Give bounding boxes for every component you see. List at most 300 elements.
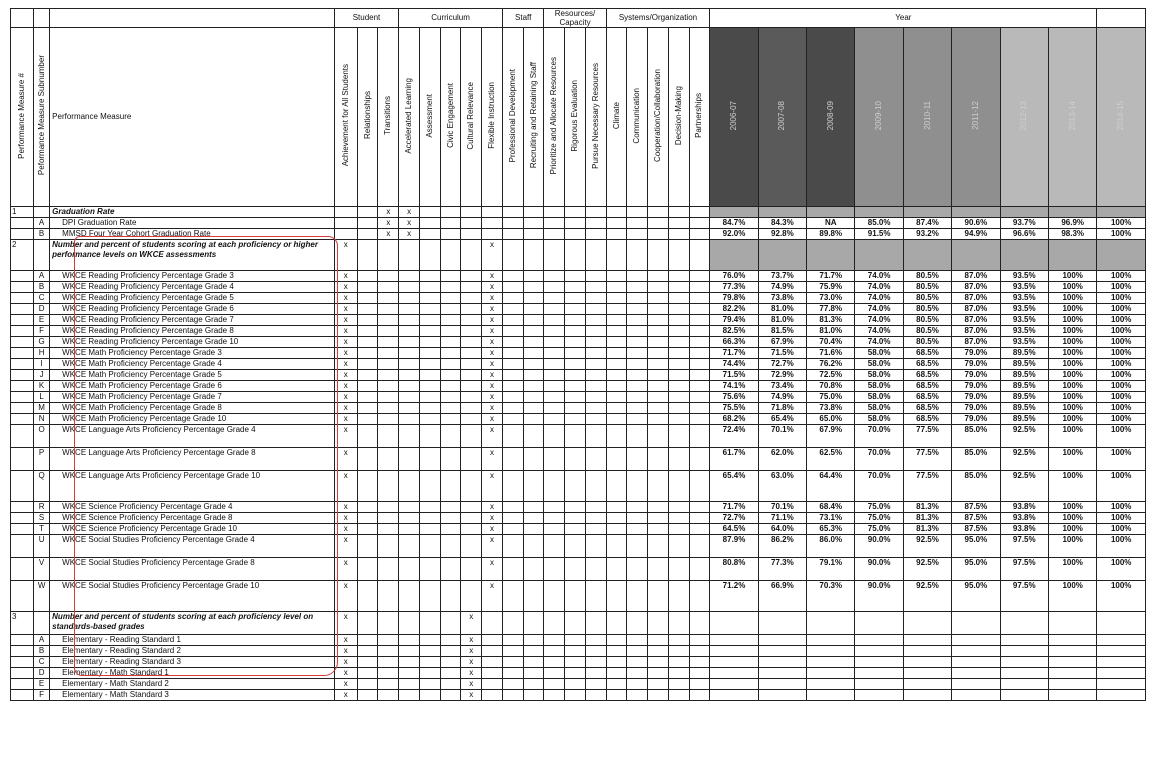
blank-cell <box>11 414 34 425</box>
year-value: 85.0% <box>952 425 1000 448</box>
mark-cell <box>585 502 606 513</box>
year-value: 81.3% <box>903 502 951 513</box>
mark-cell <box>565 304 586 315</box>
header-col-12-label: Pursue Necessary Resources <box>590 62 600 169</box>
blank-cell <box>34 9 50 28</box>
year-value: 100% <box>1097 414 1146 425</box>
mark-cell <box>544 657 565 668</box>
year-value: 87.0% <box>952 315 1000 326</box>
year-value: 68.5% <box>903 403 951 414</box>
year-cell <box>710 207 758 218</box>
mark-cell <box>399 414 420 425</box>
header-col-13-label: Climate <box>611 101 621 130</box>
mark-cell <box>648 612 669 635</box>
mark-cell <box>648 293 669 304</box>
year-value: 100% <box>1048 271 1096 282</box>
mark-cell <box>606 414 627 425</box>
subnumber: R <box>34 502 50 513</box>
mark-cell <box>502 403 523 414</box>
mark-cell <box>544 425 565 448</box>
year-value: 93.8% <box>1000 502 1048 513</box>
mark-cell <box>606 558 627 581</box>
mark-cell <box>689 240 710 271</box>
section-number: 1 <box>11 207 34 218</box>
mark-cell <box>585 271 606 282</box>
year-value: 71.1% <box>758 513 806 524</box>
measure-label: WKCE Reading Proficiency Percentage Grade 4 <box>50 282 335 293</box>
mark-cell <box>523 381 544 392</box>
mark-cell <box>606 392 627 403</box>
subnumber: F <box>34 326 50 337</box>
year-value: 93.8% <box>1000 524 1048 535</box>
mark-cell <box>378 326 399 337</box>
mark-cell <box>627 513 648 524</box>
mark-cell <box>606 315 627 326</box>
mark-cell <box>523 370 544 381</box>
year-value <box>710 668 758 679</box>
mark-cell <box>502 612 523 635</box>
year-value: 100% <box>1097 293 1146 304</box>
year-value: 100% <box>1097 370 1146 381</box>
year-cell <box>903 207 951 218</box>
mark-cell <box>419 612 440 635</box>
blank-cell <box>11 392 34 403</box>
year-value: 87.0% <box>952 271 1000 282</box>
mark-cell <box>565 502 586 513</box>
mark-cell <box>378 348 399 359</box>
table-row <box>11 304 1146 315</box>
measure-label: WKCE Science Proficiency Percentage Grade 4 <box>50 502 335 513</box>
measure-label: Elementary - Reading Standard 3 <box>50 657 335 668</box>
mark-cell <box>606 403 627 414</box>
year-value: 92.0% <box>710 229 758 240</box>
mark-cell: x <box>482 448 503 471</box>
mark-cell <box>668 558 689 581</box>
mark-cell <box>627 282 648 293</box>
mark-cell <box>399 271 420 282</box>
mark-cell <box>419 240 440 271</box>
mark-cell <box>523 657 544 668</box>
header-year-6 <box>1000 28 1048 207</box>
mark-cell: x <box>334 612 357 635</box>
mark-cell <box>606 471 627 502</box>
mark-cell <box>378 513 399 524</box>
mark-cell: x <box>482 348 503 359</box>
measure-label: WKCE Math Proficiency Percentage Grade 6 <box>50 381 335 392</box>
subnumber: D <box>34 304 50 315</box>
mark-cell <box>419 425 440 448</box>
mark-cell <box>565 271 586 282</box>
year-value: 74.9% <box>758 282 806 293</box>
mark-cell <box>419 271 440 282</box>
section-number: 2 <box>11 240 34 271</box>
mark-cell <box>585 293 606 304</box>
mark-cell <box>357 337 378 348</box>
year-value: 58.0% <box>855 370 903 381</box>
mark-cell <box>544 513 565 524</box>
mark-cell <box>378 315 399 326</box>
year-value <box>952 657 1000 668</box>
mark-cell: x <box>482 293 503 304</box>
year-value: 93.5% <box>1000 304 1048 315</box>
mark-cell <box>648 414 669 425</box>
subnumber: C <box>34 293 50 304</box>
year-value: 92.5% <box>903 581 951 612</box>
mark-cell <box>606 679 627 690</box>
mark-cell <box>648 513 669 524</box>
mark-cell <box>419 646 440 657</box>
mark-cell <box>523 513 544 524</box>
blank-cell <box>11 524 34 535</box>
mark-cell <box>606 668 627 679</box>
year-value <box>807 657 855 668</box>
year-value <box>855 657 903 668</box>
header-pm-number-label: Performance Measure # <box>17 72 27 159</box>
mark-cell <box>440 293 461 304</box>
mark-cell <box>419 471 440 502</box>
mark-cell <box>668 679 689 690</box>
year-value: 100% <box>1048 348 1096 359</box>
blank-cell <box>11 315 34 326</box>
year-value <box>1048 657 1096 668</box>
year-value: 77.3% <box>758 558 806 581</box>
mark-cell <box>627 315 648 326</box>
mark-cell <box>523 229 544 240</box>
mark-cell <box>668 448 689 471</box>
mark-cell: x <box>334 381 357 392</box>
header-col-2-label: Transitions <box>383 96 393 135</box>
mark-cell <box>627 690 648 701</box>
header-year-2-label: 2008-09 <box>825 100 835 131</box>
mark-cell <box>668 315 689 326</box>
header-year-0 <box>710 28 758 207</box>
section-title: Graduation Rate <box>50 207 335 218</box>
mark-cell <box>399 558 420 581</box>
header-pm-number <box>11 28 34 207</box>
mark-cell <box>357 414 378 425</box>
year-value: 90.0% <box>855 558 903 581</box>
header-col-3-label: Accelerated Learning <box>404 77 414 154</box>
mark-cell: x <box>378 229 399 240</box>
year-value: 62.5% <box>807 448 855 471</box>
mark-cell <box>461 524 482 535</box>
subnumber: U <box>34 535 50 558</box>
mark-cell <box>482 657 503 668</box>
mark-cell <box>378 403 399 414</box>
mark-cell <box>627 502 648 513</box>
mark-cell <box>627 635 648 646</box>
performance-measures-sheet <box>10 8 1146 701</box>
mark-cell <box>357 370 378 381</box>
year-value: 64.4% <box>807 471 855 502</box>
year-value: 93.5% <box>1000 315 1048 326</box>
measure-label: WKCE Reading Proficiency Percentage Grade 3 <box>50 271 335 282</box>
mark-cell <box>565 668 586 679</box>
mark-cell <box>585 524 606 535</box>
mark-cell <box>544 646 565 657</box>
mark-cell <box>419 370 440 381</box>
header-col-1-label: Relationships <box>362 91 372 140</box>
mark-cell <box>689 207 710 218</box>
mark-cell: x <box>461 635 482 646</box>
year-value: 73.0% <box>807 293 855 304</box>
mark-cell <box>399 635 420 646</box>
year-cell <box>758 612 806 635</box>
year-value: 79.0% <box>952 403 1000 414</box>
mark-cell <box>606 448 627 471</box>
mark-cell <box>419 218 440 229</box>
mark-cell <box>689 392 710 403</box>
year-value: 58.0% <box>855 381 903 392</box>
year-value: 85.0% <box>855 218 903 229</box>
mark-cell <box>419 229 440 240</box>
year-value: 97.5% <box>1000 558 1048 581</box>
header-year-3 <box>855 28 903 207</box>
year-value: 100% <box>1048 337 1096 348</box>
mark-cell <box>440 690 461 701</box>
year-value: 79.1% <box>807 558 855 581</box>
mark-cell <box>357 218 378 229</box>
subnumber: A <box>34 218 50 229</box>
mark-cell: x <box>482 304 503 315</box>
year-value: 93.7% <box>1000 218 1048 229</box>
year-value: 100% <box>1097 535 1146 558</box>
blank-cell <box>34 207 50 218</box>
mark-cell <box>544 304 565 315</box>
mark-cell <box>606 657 627 668</box>
table-row <box>11 635 1146 646</box>
mark-cell <box>668 513 689 524</box>
year-value <box>710 690 758 701</box>
header-year-0-label: 2006-07 <box>729 100 739 131</box>
mark-cell <box>648 679 669 690</box>
mark-cell <box>523 425 544 448</box>
mark-cell <box>523 679 544 690</box>
blank-cell <box>11 326 34 337</box>
year-value: 79.0% <box>952 359 1000 370</box>
mark-cell: x <box>334 679 357 690</box>
mark-cell <box>585 218 606 229</box>
mark-cell <box>565 679 586 690</box>
mark-cell <box>648 425 669 448</box>
year-value: 80.5% <box>903 271 951 282</box>
mark-cell <box>399 403 420 414</box>
mark-cell <box>357 690 378 701</box>
mark-cell <box>440 668 461 679</box>
mark-cell <box>565 229 586 240</box>
year-value: 100% <box>1097 282 1146 293</box>
mark-cell <box>461 581 482 612</box>
year-value: 87.4% <box>903 218 951 229</box>
header-col-16-label: Decision-Making <box>673 85 683 146</box>
mark-cell <box>565 326 586 337</box>
mark-cell <box>627 668 648 679</box>
year-value <box>903 679 951 690</box>
year-value: 81.0% <box>758 304 806 315</box>
section-number: 3 <box>11 612 34 635</box>
mark-cell <box>668 392 689 403</box>
mark-cell <box>565 513 586 524</box>
mark-cell <box>627 657 648 668</box>
mark-cell <box>544 293 565 304</box>
year-value <box>1097 668 1146 679</box>
mark-cell: x <box>482 581 503 612</box>
mark-cell <box>565 381 586 392</box>
mark-cell <box>689 282 710 293</box>
year-value <box>1097 646 1146 657</box>
measure-label: Elementary - Reading Standard 2 <box>50 646 335 657</box>
year-value: 87.5% <box>952 502 1000 513</box>
year-value: 75.0% <box>807 392 855 403</box>
year-value: 74.4% <box>710 359 758 370</box>
year-value: 84.3% <box>758 218 806 229</box>
year-value: 58.0% <box>855 414 903 425</box>
year-value: 73.7% <box>758 271 806 282</box>
mark-cell <box>357 271 378 282</box>
mark-cell <box>357 558 378 581</box>
mark-cell <box>689 524 710 535</box>
table-row <box>11 524 1146 535</box>
year-value: 100% <box>1048 403 1096 414</box>
mark-cell <box>378 337 399 348</box>
measure-label: WKCE Language Arts Proficiency Percentage Grade 4 <box>50 425 335 448</box>
mark-cell <box>399 315 420 326</box>
mark-cell <box>378 414 399 425</box>
mark-cell <box>399 690 420 701</box>
header-col-7 <box>482 28 503 207</box>
year-value: 85.0% <box>952 471 1000 502</box>
mark-cell <box>440 337 461 348</box>
mark-cell <box>544 414 565 425</box>
mark-cell <box>585 581 606 612</box>
table-row <box>11 282 1146 293</box>
year-value: 100% <box>1048 502 1096 513</box>
mark-cell: x <box>334 414 357 425</box>
mark-cell <box>523 690 544 701</box>
mark-cell: x <box>334 271 357 282</box>
subnumber: O <box>34 425 50 448</box>
mark-cell <box>606 513 627 524</box>
mark-cell <box>399 524 420 535</box>
mark-cell <box>399 392 420 403</box>
mark-cell <box>357 381 378 392</box>
mark-cell <box>606 359 627 370</box>
year-value: 90.6% <box>952 218 1000 229</box>
year-value: 81.3% <box>903 524 951 535</box>
year-value: 85.0% <box>952 448 1000 471</box>
mark-cell <box>648 271 669 282</box>
year-value: 79.0% <box>952 370 1000 381</box>
mark-cell <box>440 359 461 370</box>
mark-cell <box>523 612 544 635</box>
mark-cell <box>689 513 710 524</box>
year-value <box>952 646 1000 657</box>
mark-cell <box>502 679 523 690</box>
mark-cell <box>668 359 689 370</box>
mark-cell <box>585 448 606 471</box>
header-col-17-label: Partnerships <box>694 93 704 138</box>
year-value: 67.9% <box>758 337 806 348</box>
mark-cell <box>523 392 544 403</box>
year-value: 73.8% <box>758 293 806 304</box>
measure-label: WKCE Science Proficiency Percentage Grade 10 <box>50 524 335 535</box>
blank-cell <box>11 657 34 668</box>
mark-cell <box>502 535 523 558</box>
mark-cell <box>689 581 710 612</box>
mark-cell <box>627 326 648 337</box>
mark-cell <box>523 348 544 359</box>
year-value: 100% <box>1048 448 1096 471</box>
measure-label: MMSD Four Year Cohort Graduation Rate <box>50 229 335 240</box>
mark-cell <box>606 502 627 513</box>
year-value: 89.5% <box>1000 359 1048 370</box>
mark-cell <box>689 558 710 581</box>
year-value: 68.2% <box>710 414 758 425</box>
mark-cell <box>668 381 689 392</box>
year-value: 100% <box>1048 414 1096 425</box>
year-value: 100% <box>1097 502 1146 513</box>
header-col-12 <box>585 28 606 207</box>
year-value: 100% <box>1097 448 1146 471</box>
year-value: 100% <box>1097 381 1146 392</box>
year-value: 80.5% <box>903 293 951 304</box>
year-value: 90.0% <box>855 581 903 612</box>
year-value <box>855 646 903 657</box>
mark-cell <box>399 502 420 513</box>
header-year-8-label: 2014-15 <box>1116 100 1126 131</box>
year-value: 100% <box>1097 425 1146 448</box>
mark-cell <box>585 381 606 392</box>
measure-label: WKCE Math Proficiency Percentage Grade 3 <box>50 348 335 359</box>
mark-cell <box>544 581 565 612</box>
blank-cell <box>11 229 34 240</box>
mark-cell <box>627 271 648 282</box>
mark-cell <box>627 679 648 690</box>
mark-cell: x <box>334 471 357 502</box>
year-value: 74.0% <box>855 337 903 348</box>
mark-cell: x <box>482 326 503 337</box>
year-value: 86.0% <box>807 535 855 558</box>
mark-cell <box>648 392 669 403</box>
header-col-0-label: Achievement for All Students <box>340 64 350 167</box>
year-value: 68.5% <box>903 359 951 370</box>
year-value: 68.5% <box>903 370 951 381</box>
mark-cell <box>440 348 461 359</box>
mark-cell <box>399 612 420 635</box>
header-year-5-label: 2011-12 <box>970 101 980 130</box>
year-value: 86.2% <box>758 535 806 558</box>
mark-cell <box>461 337 482 348</box>
mark-cell <box>689 502 710 513</box>
mark-cell <box>585 425 606 448</box>
mark-cell <box>357 304 378 315</box>
mark-cell <box>461 535 482 558</box>
year-value: 100% <box>1097 271 1146 282</box>
mark-cell <box>585 240 606 271</box>
mark-cell <box>378 381 399 392</box>
header-year-7-label: 2013-14 <box>1067 100 1077 131</box>
mark-cell: x <box>461 612 482 635</box>
year-value: 100% <box>1048 558 1096 581</box>
subnumber: Q <box>34 471 50 502</box>
mark-cell <box>461 370 482 381</box>
year-value: 100% <box>1097 524 1146 535</box>
mark-cell <box>378 304 399 315</box>
year-value: 100% <box>1048 282 1096 293</box>
year-value <box>855 635 903 646</box>
table-row <box>11 690 1146 701</box>
year-value: 72.7% <box>710 513 758 524</box>
